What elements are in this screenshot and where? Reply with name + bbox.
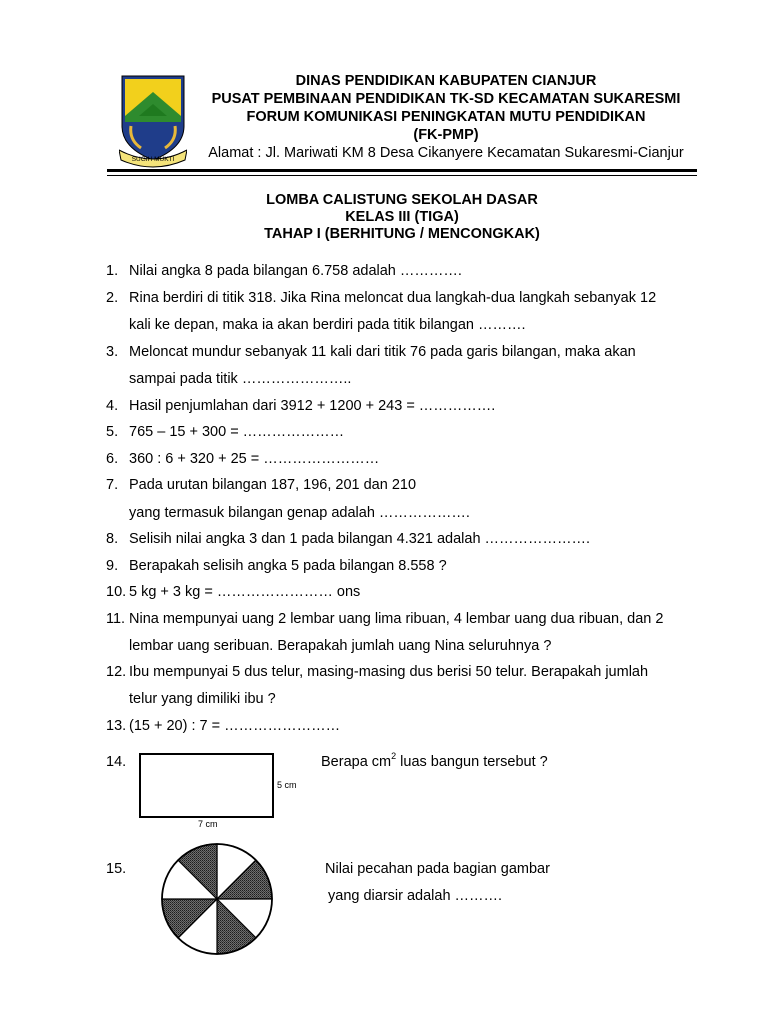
question-text: Nilai angka 8 pada bilangan 6.758 adalah …………. [129,263,462,279]
question-7 [106,477,416,494]
question-2 [106,290,656,307]
question-10 [106,584,360,601]
question-number: 2. [106,290,119,306]
question-15-number: 15. [106,861,127,877]
rectangle-width-label: 7 cm [198,819,218,829]
question-12 [106,664,648,681]
letterhead-divider-thick [107,169,697,172]
question-8 [106,531,590,548]
question-11-continuation: lembar uang seribuan. Berapakah jumlah uang Nina seluruhnya ? [129,638,552,654]
question-15-line-2: yang diarsir adalah ………. [328,888,503,904]
letterhead-line-3: FORUM KOMUNIKASI PENINGKATAN MUTU PENDIDIKAN [246,109,646,125]
question-14-text-after: luas bangun tersebut ? [396,754,548,770]
question-14-text-before: Berapa cm [321,754,392,770]
exam-titles [200,192,604,243]
question-text: Ibu mempunyai 5 dus telur, masing-masing dus berisi 50 telur. Berapakah jumlah [129,664,649,680]
question-number: 10. [106,584,127,600]
question-9 [106,558,447,575]
letterhead-line-2: PUSAT PEMBINAAN PENDIDIKAN TK-SD KECAMATAN SUKARESMI [211,91,681,107]
question-14-text [321,751,548,771]
rectangle-height-label: 5 cm [277,780,297,790]
question-5 [106,424,344,441]
question-text: Rina berdiri di titik 318. Jika Rina meloncat dua langkah-dua langkah sebanyak 12 [129,290,657,306]
question-number: 6. [106,451,119,467]
school-district-logo [119,74,187,168]
question-3 [106,344,636,361]
question-14-number: 14. [106,754,127,770]
fraction-circle-figure [160,842,274,956]
question-6 [106,451,379,468]
question-12-continuation: telur yang dimiliki ibu ? [129,691,276,707]
question-text: 360 : 6 + 320 + 25 = …………………… [129,451,380,467]
exam-title-3: TAHAP I (BERHITUNG / MENCONGKAK) [264,226,540,242]
letterhead-line-1: DINAS PENDIDIKAN KABUPATEN CIANJUR [295,73,597,89]
question-number: 9. [106,558,119,574]
exam-title-1: LOMBA CALISTUNG SEKOLAH DASAR [266,192,538,208]
exam-title-2: KELAS III (TIGA) [345,209,459,225]
letterhead [190,72,702,163]
letterhead-divider-thin [107,175,697,176]
question-4 [106,398,495,415]
question-number: 8. [106,531,119,547]
question-text: Hasil penjumlahan dari 3912 + 1200 + 243 = ……………. [129,398,496,414]
question-number: 13. [106,718,127,734]
question-text: Meloncat mundur sebanyak 11 kali dari titik 76 pada garis bilangan, maka akan [129,344,636,360]
question-text: 765 – 15 + 300 = ………………… [129,424,345,440]
question-text: Pada urutan bilangan 187, 196, 201 dan 210 [129,477,417,493]
question-3-continuation: sampai pada titik ………………….. [129,371,352,387]
question-14-superscript: 2 [391,751,397,762]
question-text: Berapakah selisih angka 5 pada bilangan 8.558 ? [129,558,447,574]
question-15-line-1: Nilai pecahan pada bagian gambar [325,861,550,877]
question-text: Selisih nilai angka 3 dan 1 pada bilangan 4.321 adalah …………………. [129,531,591,547]
question-13 [106,718,340,735]
question-text: 5 kg + 3 kg = …………………… ons [129,584,361,600]
letterhead-address: Alamat : Jl. Mariwati KM 8 Desa Cikanyere Kecamatan Sukaresmi-Cianjur [208,145,684,161]
question-2-continuation: kali ke depan, maka ia akan berdiri pada titik bilangan ………. [129,317,526,333]
question-number: 7. [106,477,119,493]
question-text: (15 + 20) : 7 = …………………… [129,718,341,734]
question-7-continuation: yang termasuk bilangan genap adalah ………………. [129,505,470,521]
question-11 [106,611,663,628]
letterhead-line-4: (FK-PMP) [413,127,479,143]
question-number: 12. [106,664,127,680]
question-text: Nina mempunyai uang 2 lembar uang lima ribuan, 4 lembar uang dua ribuan, dan 2 [129,611,664,627]
question-number: 1. [106,263,119,279]
question-number: 11. [106,611,126,627]
rectangle-figure [139,753,274,818]
question-number: 3. [106,344,119,360]
logo-banner-text: SUGIH MUKTI [131,156,175,163]
question-number: 4. [106,398,119,414]
question-number: 5. [106,424,119,440]
question-1 [106,263,462,280]
